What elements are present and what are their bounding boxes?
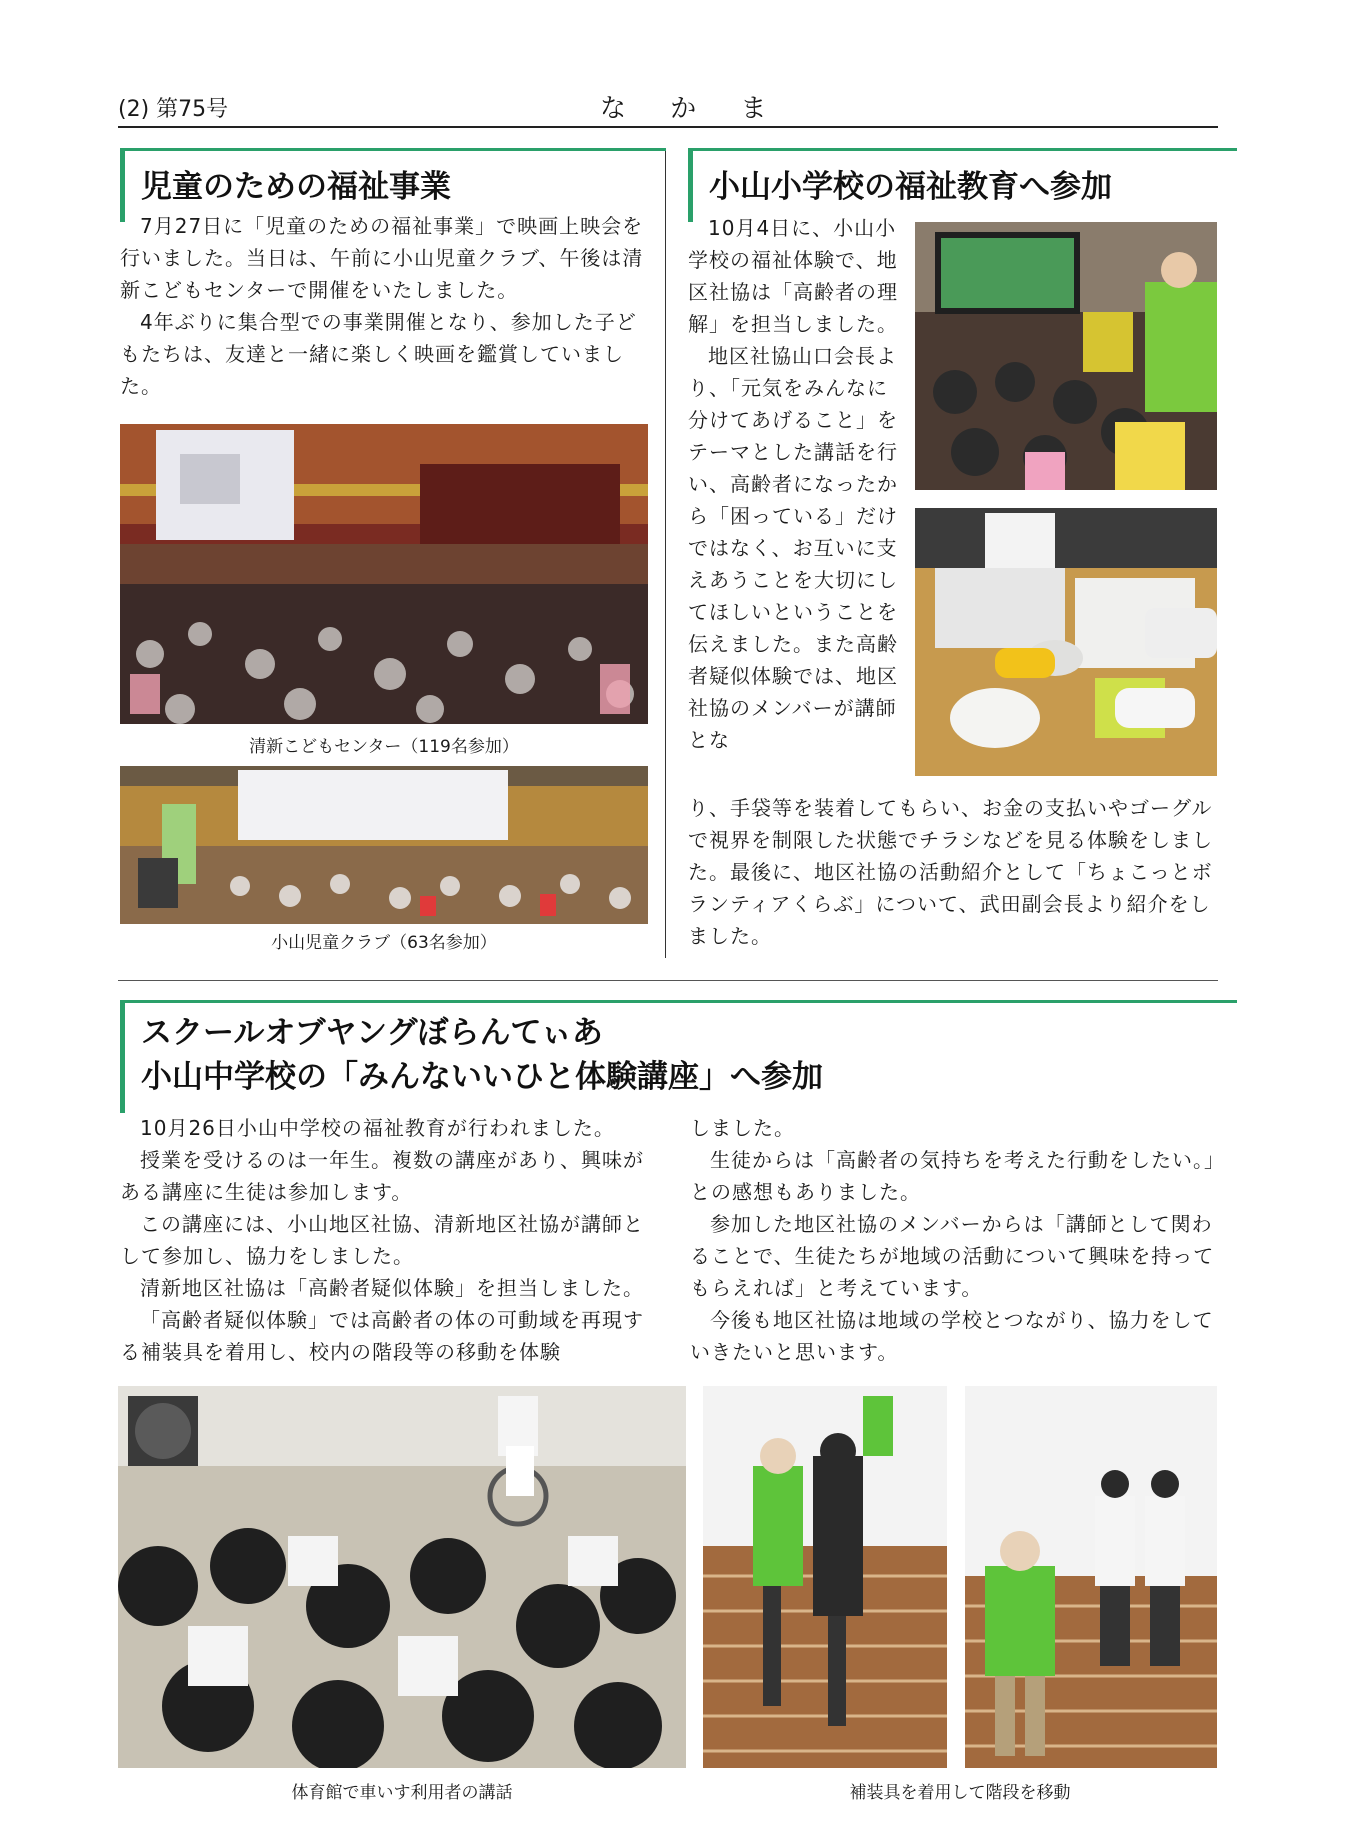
photo-elementary-simulation <box>915 508 1217 776</box>
article1-body <box>120 210 650 402</box>
article3-title <box>120 1000 1237 1113</box>
article2-title: 小山小学校の福祉教育へ参加 <box>688 148 1237 222</box>
article3-title-line2: 小山中学校の「みんないいひと体験講座」へ参加 <box>141 1059 823 1095</box>
article2-paragraph: 10月4日に、小山小学校の福祉体験で、地区社協は「高齢者の理解」を担当しました。 <box>688 216 898 336</box>
article1-paragraph: 7月27日に「児童のための福祉事業」で映画上映会を行いました。当日は、午前に小山児童クラブ、午後は清新こどもセンターで開催をいたしました。 <box>120 214 644 302</box>
photo-movie-screening-club <box>120 766 648 924</box>
article3-paragraph: 「高齢者疑似体験」では高齢者の体の可動域を再現する補装具を着用し、校内の階段等の移動を体験 <box>120 1308 644 1364</box>
article3-paragraph: 10月26日小山中学校の福祉教育が行われました。 <box>140 1116 615 1140</box>
article3-paragraph: しました。 <box>690 1116 795 1140</box>
photo-elementary-lecture <box>915 222 1217 490</box>
article2-body-continued <box>688 792 1218 952</box>
column-divider <box>665 148 666 958</box>
article3-column1 <box>120 1112 650 1368</box>
photo-stairs-2 <box>965 1386 1217 1768</box>
section-divider <box>118 980 1218 981</box>
article3-paragraph: 参加した地区社協のメンバーからは「講師として関わることで、生徒たちが地域の活動について興味を持ってもらえれば」と考えています。 <box>690 1212 1215 1300</box>
photo-stairs-1 <box>703 1386 947 1768</box>
article3-paragraph: 今後も地区社協は地域の学校とつながり、協力をしていきたいと思います。 <box>690 1308 1214 1364</box>
article2-paragraph: り、手袋等を装着してもらい、お金の支払いやゴーグルで視界を制限した状態でチラシなどを見る体験をしました。最後に、地区社協の活動紹介として「ちょこっとボランティアくらぶ」について、武田副会長より紹介をしました。 <box>688 796 1213 948</box>
article3-paragraph: 清新地区社協は「高齢者疑似体験」を担当しました。 <box>140 1276 644 1300</box>
photo-caption-club: 小山児童クラブ（63名参加） <box>271 933 497 953</box>
article2-paragraph: 地区社協山口会長より、「元気をみんなに分けてあげること」をテーマとした講話を行い、高齢者になったから「困っている」だけではなく、お互いに支えあうことを大切にしてほしいということを伝えました。また高齢者疑似体験では、地区社協のメンバーが講師とな <box>688 344 898 752</box>
photo-gym-wheelchair-talk <box>118 1386 686 1768</box>
article2-body <box>688 212 903 756</box>
article3-column2 <box>690 1112 1218 1368</box>
article3-paragraph: 授業を受けるのは一年生。複数の講座があり、興味がある講座に生徒は参加します。 <box>120 1148 644 1204</box>
article1-title: 児童のための福祉事業 <box>120 148 666 222</box>
article3-title-line1: スクールオブヤングぼらんてぃあ <box>141 1015 603 1051</box>
photo-caption-gym: 体育館で車いす利用者の講話 <box>291 1783 513 1803</box>
article3-paragraph: この講座には、小山地区社協、清新地区社協が講師として参加し、協力をしました。 <box>120 1212 644 1268</box>
photo-caption-stairs: 補装具を着用して階段を移動 <box>849 1783 1071 1803</box>
article1-paragraph: 4年ぶりに集合型での事業開催となり、参加した子どもたちは、友達と一緒に楽しく映画を鑑賞していました。 <box>120 310 637 398</box>
issue-number: (2) 第75号 <box>118 97 229 122</box>
photo-caption-center: 清新こどもセンター（119名参加） <box>249 737 519 757</box>
article3-paragraph: 生徒からは「高齢者の気持ちを考えた行動をしたい。」との感想もありました。 <box>690 1148 1215 1204</box>
header-rule <box>118 126 1218 128</box>
newsletter-title: な か ま <box>600 94 785 124</box>
photo-movie-screening-center <box>120 424 648 724</box>
